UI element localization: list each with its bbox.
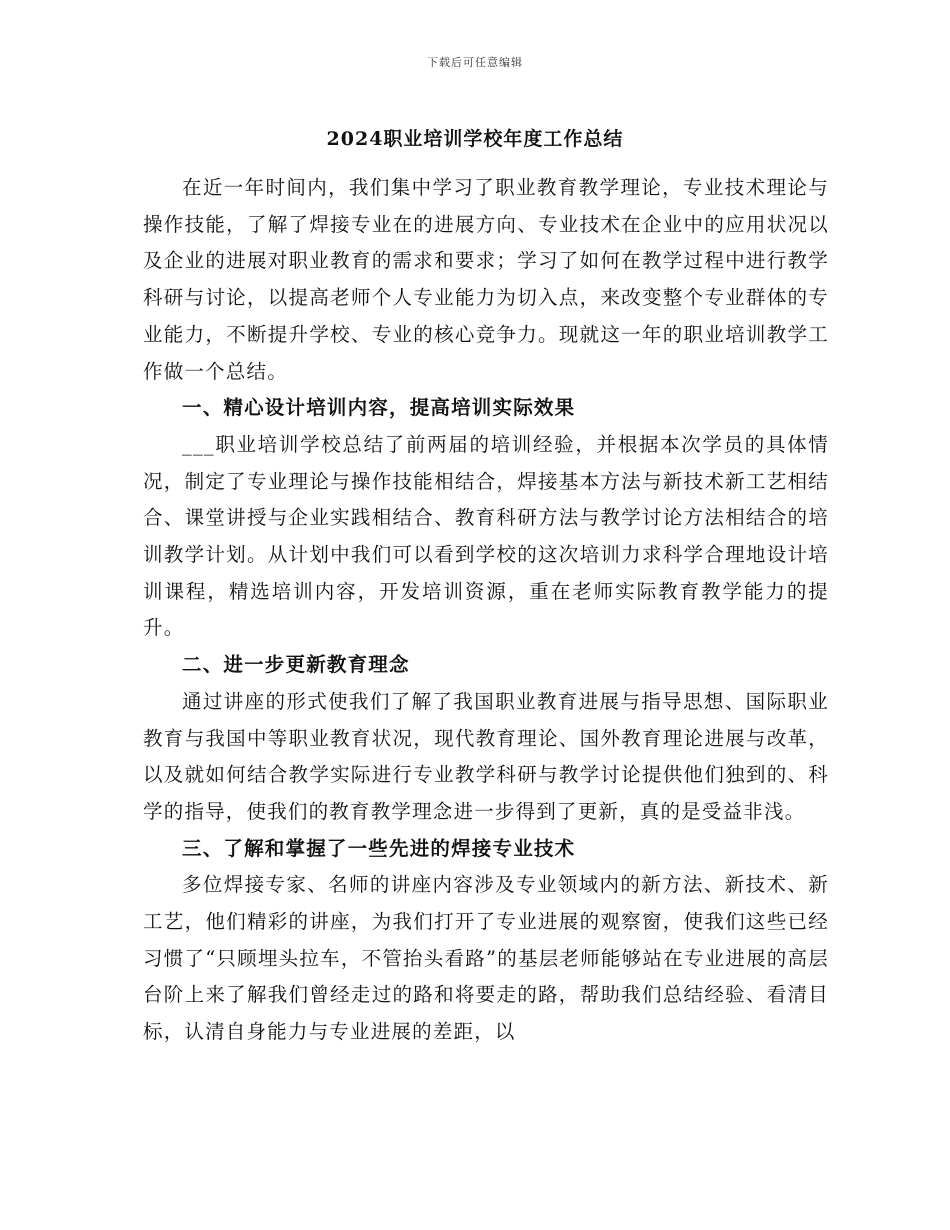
document-title: 2024职业培训学校年度工作总结 [326, 128, 624, 150]
intro-paragraph: 在近一年时间内，我们集中学习了职业教育教学理论，专业技术理论与操作技能，了解了焊接专业在的进展方向、专业技术在企业中的应用状况以及企业的进展对职业教育的需求和要求；学习了如何在教学过程中进行教学科研与讨论，以提高老师个人专业能力为切入点，来改变整个专业群体的专业能力，不断提升学校、专业的核心竞争力。现就这一年的职业培训教学工作做一个总结。 [143, 176, 829, 383]
section-heading-2: 二、进一步更新教育理念 [182, 653, 410, 677]
section-paragraph-1: ___职业培训学校总结了前两届的培训经验，并根据本次学员的具体情况，制定了专业理论与操作技能相结合，焊接基本方法与新技术新工艺相结合、课堂讲授与企业实践相结合、教育科研方法与教学讨论方法相结合的培训教学计划。从计划中我们可以看到学校的这次培训力求科学合理地设计培训课程，精选培训内容，开发培训资源，重在老师实际教育教学能力的提升。 [143, 432, 829, 640]
section-paragraph-3: 多位焊接专家、名师的讲座内容涉及专业领域内的新方法、新技术、新工艺，他们精彩的讲座，为我们打开了专业进展的观察窗，使我们这些已经习惯了“只顾埋头拉车，不管抬头看路”的基层老师能够站在专业进展的高层台阶上来了解我们曾经走过的路和将要走的路，帮助我们总结经验、看清目标，认清自身能力与专业进展的差距，以 [143, 873, 829, 1044]
section-paragraph-2: 通过讲座的形式使我们了解了我国职业教育进展与指导思想、国际职业教育与我国中等职业教育状况，现代教育理论、国外教育理论进展与改革，以及就如何结合教学实际进行专业教学科研与教学讨论提供他们独到的、科学的指导，使我们的教育教学理念进一步得到了更新，真的是受益非浅。 [143, 689, 829, 823]
section-heading-3: 三、了解和掌握了一些先进的焊接专业技术 [182, 836, 576, 860]
section-heading-1: 一、精心设计培训内容，提高培训实际效果 [182, 396, 576, 420]
document-body [143, 170, 829, 1051]
header-note: 下载后可任意编辑 [427, 56, 523, 69]
